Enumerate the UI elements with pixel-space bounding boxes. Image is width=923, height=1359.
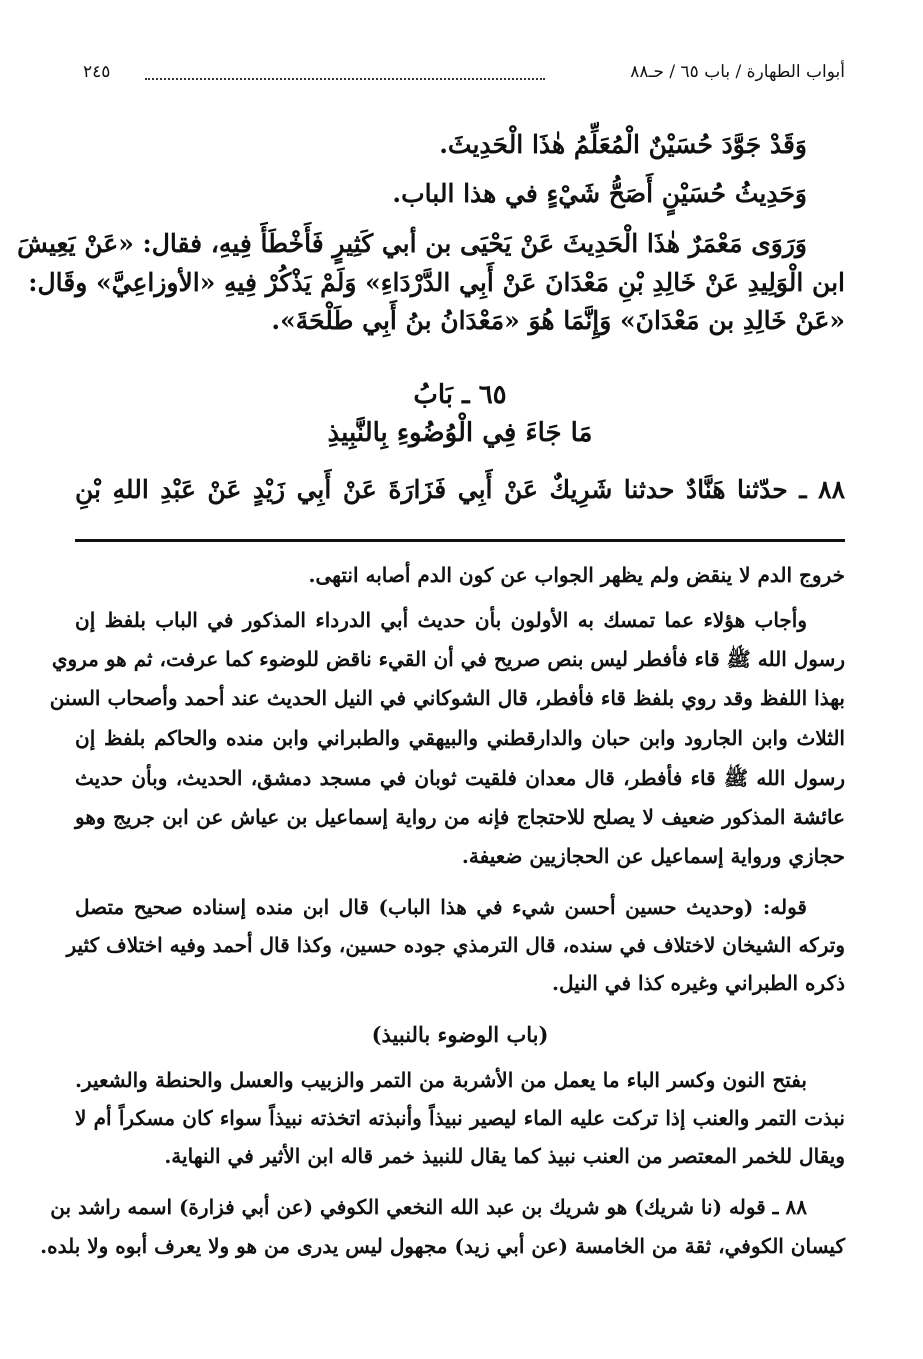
text-line: وَحَدِيثُ حُسَيْنٍ أَصَحُّ شَيْءٍ في هذا الباب. — [392, 179, 807, 208]
footnote-line: رسول الله ﷺ قاء فأفطر، قال معدان فلقيت ثوبان في مسجد دمشق، الحديث، وبأن حديث — [75, 766, 845, 790]
footnote-line: قوله: (وحديث حسين أحسن شيء في هذا الباب) قال ابن منده إسناده صحيح متصل — [75, 895, 807, 919]
text-line: وَرَوَى مَعْمَرٌ هٰذَا الْحَدِيثَ عَنْ يَحْيَى بن أبي كَثِيرٍ فَأَخْطَأَ فِيهِ، فقال: «عَنْ يَعِيشَ — [17, 229, 807, 258]
text-line: «عَنْ خَالِدِ بن مَعْدَانَ» وَإِنَّمَا هُوَ «مَعْدَانُ بنُ أَبِي طَلْحَةَ». — [271, 306, 845, 335]
footnote-heading: (باب الوضوء بالنبيذ) — [371, 1022, 549, 1047]
footnote-line: بهذا اللفظ وقد روي بلفظ قاء فأفطر، قال الشوكاني في النيل الحديث عند أحمد وأصحاب السنن — [49, 686, 845, 710]
footnote-line: وتركه الشيخان لاختلاف في سنده، قال الترمذي جوده حسين، وكذا قال أحمد وفيه اختلاف كثير — [66, 933, 845, 957]
header-title: أبواب الطهارة / باب ٦٥ / حـ٨٨ — [630, 62, 845, 82]
text-line: وَقَدْ جَوَّدَ حُسَيْنٌ الْمُعَلِّمُ هٰذَا الْحَدِيثَ. — [439, 130, 807, 159]
footnote-line: وأجاب هؤلاء عما تمسك به الأولون بأن حديث أبي الدرداء المذكور في الباب بلفظ إن — [75, 608, 807, 632]
chapter-title: مَا جَاءَ فِي الْوُضُوءِ بِالنَّبِيذِ — [327, 418, 593, 448]
page-number: ٢٤٥ — [83, 62, 111, 82]
footnote-line: ويقال للخمر المعتصر من العنب نبيذ كما يقال للنبيذ خمر قاله ابن الأثير في النهاية. — [164, 1144, 845, 1168]
footnote-line: خروج الدم لا ينقض ولم يظهر الجواب عن كون الدم أصابه انتهى. — [308, 563, 845, 587]
text-line: ابن الْوَلِيدِ عَنْ خَالِدِ بْنِ مَعْدَانَ عَنْ أَبِي الدَّرْدَاءِ» وَلَمْ يَذْكُرْ فِيهِ «الأوزاعِيَّ» وقَال: — [28, 268, 845, 297]
footnote-line: كيسان الكوفي، ثقة من الخامسة (عن أبي زيد) مجهول ليس يدرى من هو ولا يعرف أبوه ولا بلده. — [40, 1234, 845, 1258]
footnote-line: الثلاث وابن الجارود وابن حبان والدارقطني والبيهقي والطبراني وابن منده والحاكم بلفظ إن — [75, 726, 845, 750]
footnote-line: ذكره الطبراني وغيره كذا في النيل. — [552, 971, 845, 995]
hadith-line: ٨٨ ـ حدّثنا هَنَّادٌ حدثنا شَرِيكٌ عَنْ أَبِي فَزَارَةَ عَنْ أَبِي زَيْدٍ عَنْ عَبْدِ اللهِ بْنِ — [75, 475, 845, 504]
footnote-divider — [75, 539, 845, 542]
footnote-line: بفتح النون وكسر الباء ما يعمل من الأشربة من التمر والزبيب والعسل والحنطة والشعير. — [75, 1068, 807, 1092]
footnote-line: عائشة المذكور ضعيف لا يصلح للاحتجاج فإنه من رواية إسماعيل بن عياش عن ابن جريج وهو — [75, 805, 845, 829]
footnote-line: ٨٨ ـ قوله (نا شريك) هو شريك بن عبد الله النخعي الكوفي (عن أبي فزارة) اسمه راشد بن — [50, 1195, 807, 1219]
footnote-line: نبذت التمر والعنب إذا تركت عليه الماء ليصير نبيذاً وأنبذته اتخذته نبيذاً سواء كان مسكراً أم لا — [75, 1106, 845, 1130]
footnote-line: حجازي ورواية إسماعيل عن الحجازيين ضعيفة. — [461, 844, 845, 868]
chapter-number: ٦٥ ـ بَابُ — [413, 380, 507, 410]
header-dot-leader — [145, 62, 545, 80]
footnote-line: رسول الله ﷺ قاء فأفطر ليس بنص صريح في أن القيء ناقض للوضوء كما عرفت، ثم هو مروي — [51, 647, 845, 671]
